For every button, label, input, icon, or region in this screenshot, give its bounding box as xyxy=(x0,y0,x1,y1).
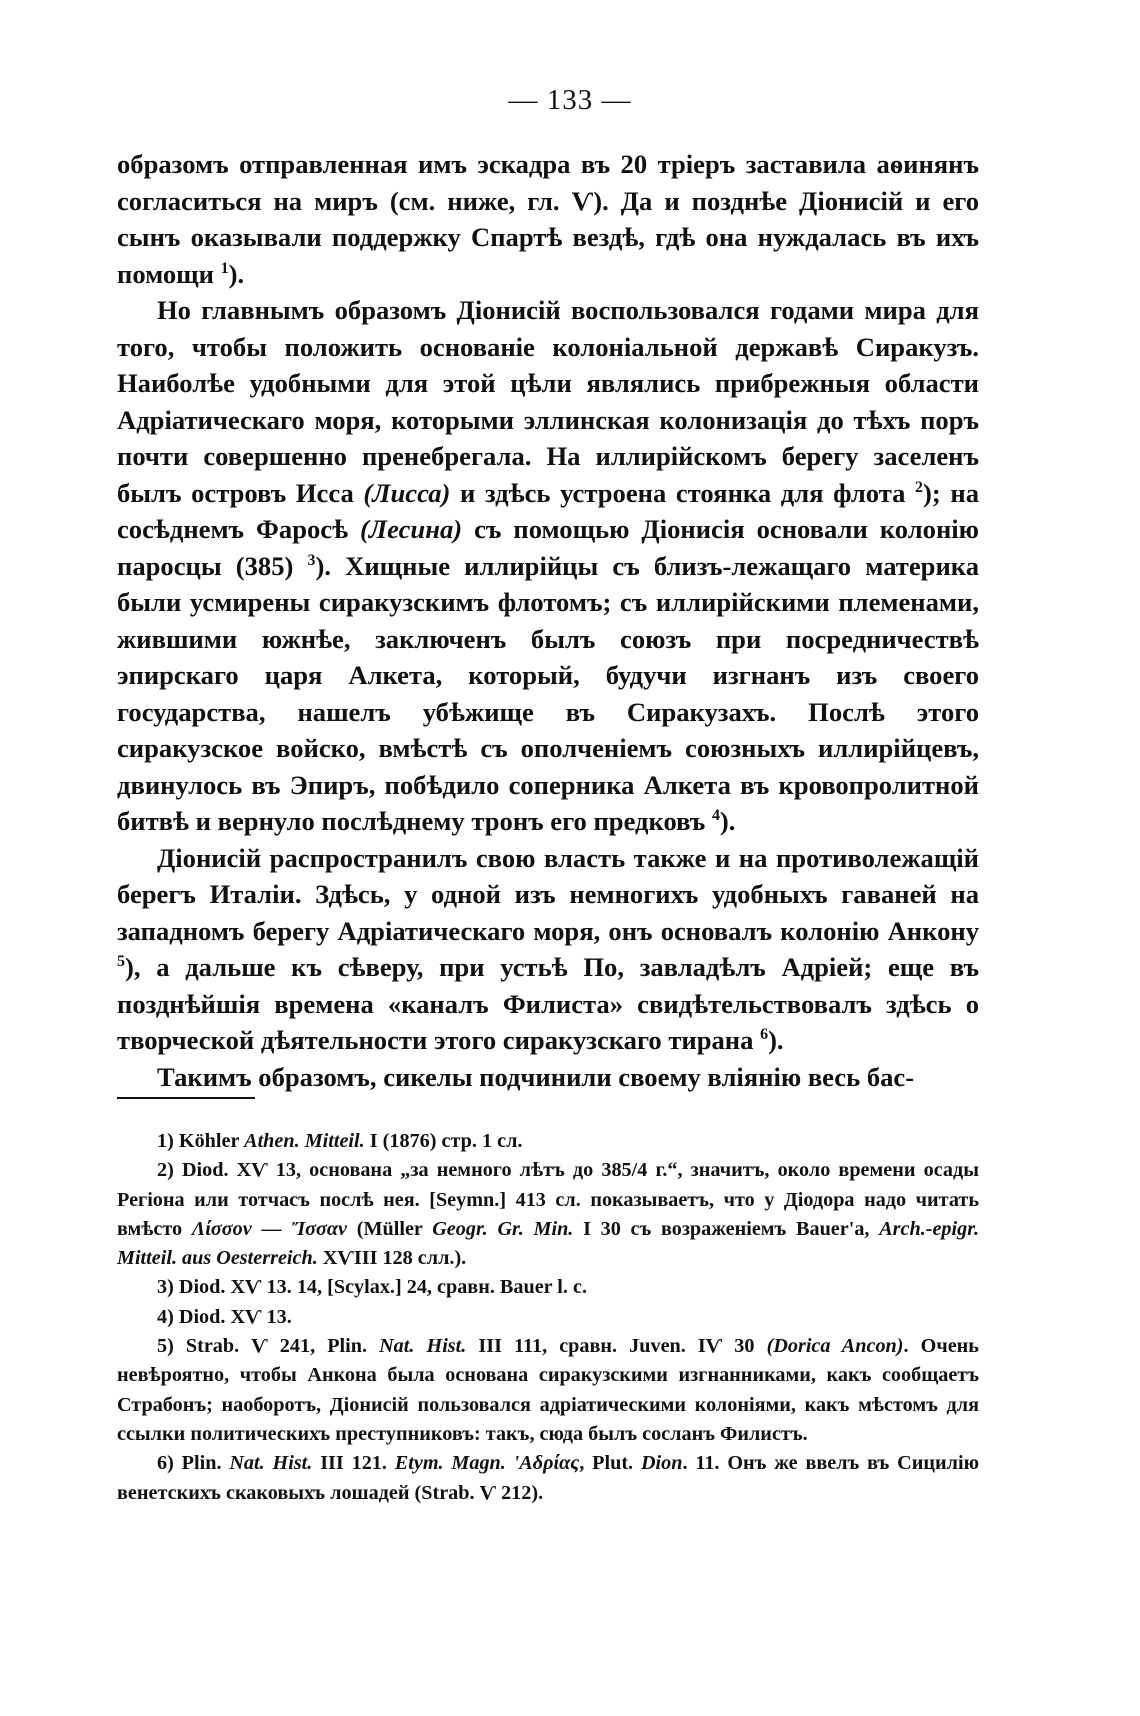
text-span: и здѣсь устроена стоянка для флота xyxy=(450,477,916,508)
text-span: образомъ отправленная имъ эскадра въ 20 тріеръ заставила аѳинянъ согласиться на миръ (см. ниже, гл. Ѵ). Да и позднѣе Діонисій и его сынъ оказывали поддержку Спартѣ вездѣ, гдѣ она нуждалась въ ихъ помощи xyxy=(117,149,979,289)
footnote-ref-1[interactable]: 1 xyxy=(220,259,229,277)
text-span: XѴIII 128 слл.). xyxy=(317,1247,467,1270)
text-span: Но главнымъ образомъ Діонисій воспользовался годами мира для того, чтобы положить основаніе колоніальной державѣ Сиракузъ. Наиболѣе удобными для этой цѣли являлись прибрежныя области Адріатическаго моря, которыми эллинская колонизація до тѣхъ поръ почти совершенно пренебрегала. На иллирійскомъ берегу заселенъ былъ островъ Исса xyxy=(117,295,979,508)
paragraph-1 xyxy=(117,146,979,292)
italic-span: Λίσσον — Ἴσσαν xyxy=(191,1217,348,1240)
text-span: 4) Diod. XѴ 13. xyxy=(157,1305,292,1328)
main-text xyxy=(117,146,979,1095)
page-number: — 133 — xyxy=(508,84,632,116)
text-span: ). xyxy=(228,258,245,289)
italic-span: (Dorica Ancon) xyxy=(766,1335,904,1358)
text-span: ), а дальше къ сѣверу, при устьѣ По, завладѣлъ Адріей; еще въ позднѣйшія времена «каналъ Филиста» свидѣтельствовалъ здѣсь о творческой дѣятельности этого сиракузскаго тирана xyxy=(117,952,979,1055)
footnote-ref-4[interactable]: 4 xyxy=(711,807,720,825)
italic-span: (Лесина) xyxy=(360,514,463,544)
paragraph-4 xyxy=(117,1059,979,1096)
text-span: ). Хищные иллирійцы съ близъ-лежащаго материка были усмирены сиракузскимъ флотомъ; съ иллирійскими племенами, жившими южнѣе, заключенъ былъ союзъ при посредничествѣ эпирскаго царя Алкета, который, будучи изгнанъ изъ своего государства, нашелъ убѣжище въ Сиракузахъ. Послѣ этого сиракузское войско, вмѣстѣ съ ополченіемъ союзныхъ иллирійцевъ, двинулось въ Эпиръ, побѣдило соперника Алкета въ кровопролитной битвѣ и вернуло послѣднему тронъ его предковъ xyxy=(117,550,979,836)
text-span: 5) Strab. Ѵ 241, Plin. xyxy=(157,1335,380,1358)
footnote-4 xyxy=(117,1303,979,1332)
text-span: III 111, сравн. Juven. IѴ 30 xyxy=(466,1335,767,1358)
text-span: . Очень невѣроятно, чтобы Анкона была основана сиракузскими изгнанниками, какъ сообщаетъ Страбонъ; наоборотъ, Діонисій пользовался адріатическими колоніями, какъ мѣстомъ для ссылки политическихъ преступниковъ: такъ, сюда былъ сосланъ Филистъ. xyxy=(117,1335,979,1445)
text-span: ); на сосѣднемъ Фаросѣ xyxy=(117,477,979,544)
text-span: , Plut. xyxy=(579,1452,641,1475)
footnote-2 xyxy=(117,1156,979,1273)
text-span: 3) Diod. XѴ 13. 14, [Scylax.] 24, сравн. Bauer l. c. xyxy=(157,1276,588,1299)
footnotes xyxy=(117,1127,979,1508)
text-span: I 30 съ возраженіемъ Bauer'а, xyxy=(573,1217,880,1240)
footnote-ref-6[interactable]: 6 xyxy=(760,1026,769,1044)
italic-span: (Лисса) xyxy=(363,477,451,508)
footnote-divider xyxy=(117,1097,255,1099)
paragraph-2 xyxy=(117,292,979,840)
text-span: . 11. Онъ же ввелъ въ Сицилію венетскихъ скаковыхъ лошадей (Strab. Ѵ 212). xyxy=(117,1452,980,1504)
footnote-5 xyxy=(117,1332,979,1449)
text-span: ). xyxy=(719,806,736,836)
footnote-3 xyxy=(117,1273,979,1302)
italic-span: Nat. Hist. xyxy=(229,1452,313,1475)
text-span: III 121. xyxy=(312,1452,395,1475)
footnote-ref-5[interactable]: 5 xyxy=(117,953,125,971)
italic-span: Nat. Hist. xyxy=(379,1335,467,1358)
text-span: Такимъ образомъ, сикелы подчинили своему вліянію весь бас- xyxy=(157,1061,915,1092)
footnote-ref-3[interactable]: 3 xyxy=(307,551,316,569)
text-span: 1) Köhler xyxy=(157,1130,245,1152)
italic-span: Arch.-epigr. Mitteil. aus Oesterreich. xyxy=(117,1217,980,1270)
text-span: Діонисій распространилъ свою власть также и на противолежащій берегъ Италіи. Здѣсь, у одной изъ немногихъ удобныхъ гаваней на западномъ берегу Адріатическаго моря, онъ основалъ колонію Анкону xyxy=(117,842,979,946)
italic-span: Geogr. Gr. Min. xyxy=(432,1217,574,1240)
italic-span: Etym. Magn. 'Αδρίας xyxy=(394,1452,580,1475)
italic-span: Athen. Mitteil. xyxy=(244,1130,365,1152)
italic-span: Dion xyxy=(640,1452,683,1475)
text-span: 2) Diod. XѴ 13, основана „за немного лѣтъ до 385/4 г.“, значитъ, около времени осады Регіона или тотчасъ послѣ нея. [Seymn.] 413 сл. показываетъ, что у Діодора надо читать вмѣсто xyxy=(117,1159,979,1240)
paragraph-3 xyxy=(117,840,979,1059)
footnote-1 xyxy=(117,1127,979,1156)
text-span: I (1876) стр. 1 сл. xyxy=(364,1130,523,1152)
footnote-ref-2[interactable]: 2 xyxy=(915,478,924,496)
footnote-6 xyxy=(117,1449,979,1508)
text-span: (Müller xyxy=(347,1217,433,1240)
text-span: 6) Plin. xyxy=(157,1452,230,1475)
text-span: ). xyxy=(768,1025,784,1055)
text-span: съ помощью Діонисія основали колонію паросцы (385) xyxy=(117,514,979,581)
